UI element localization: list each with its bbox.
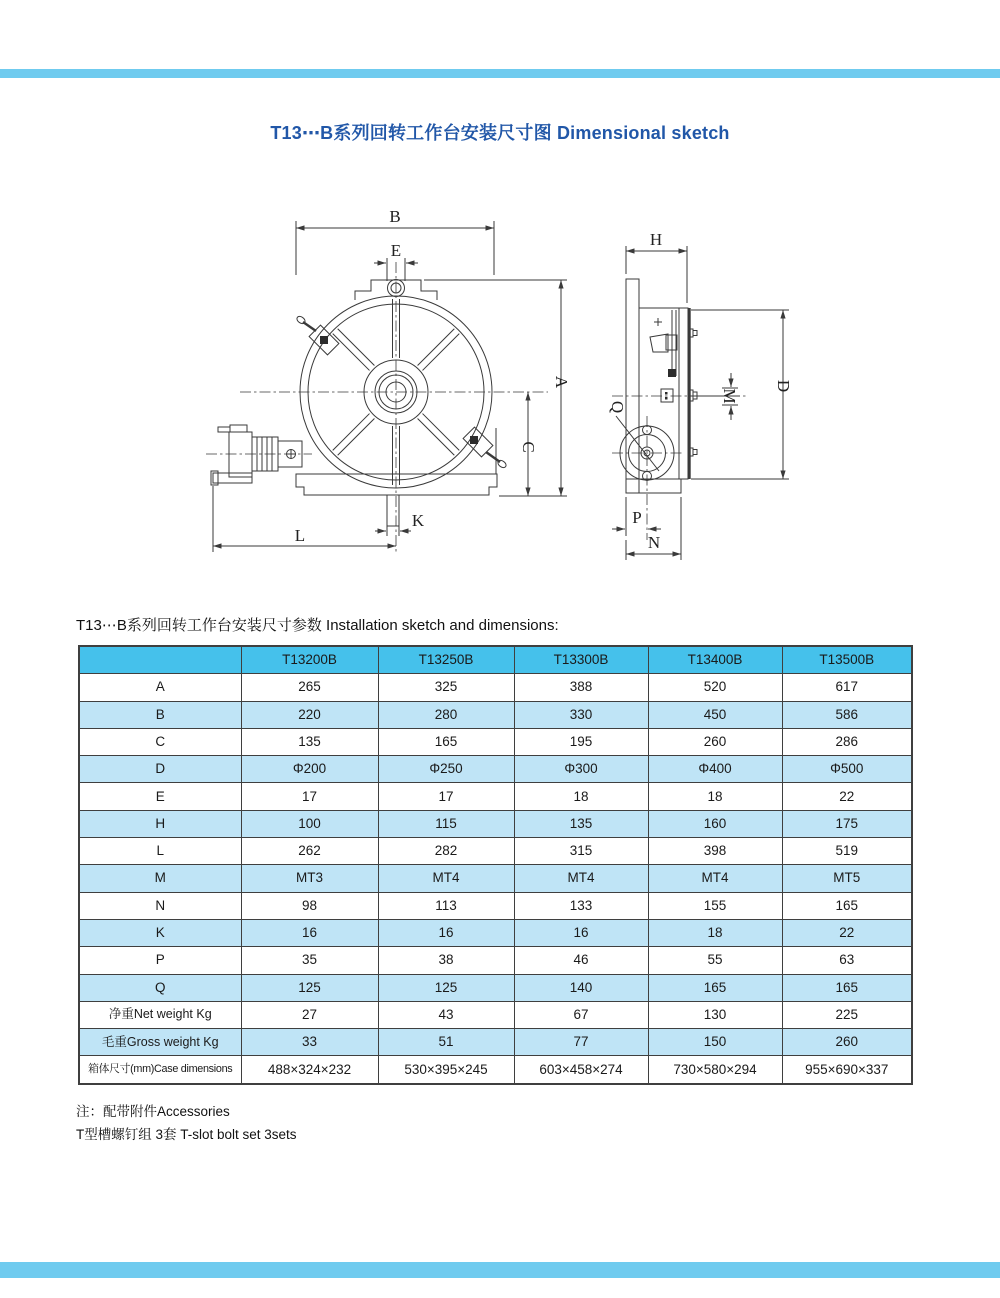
cell-value: 155 [648, 892, 782, 919]
dim-Q [608, 401, 659, 471]
top-accent-bar [0, 69, 1000, 78]
cell-value: 160 [648, 810, 782, 837]
cell-value: 260 [782, 1029, 912, 1056]
table-row [79, 892, 912, 919]
cell-value: 16 [241, 919, 378, 946]
cell-value: 135 [241, 728, 378, 755]
cell-value: 195 [514, 728, 648, 755]
cell-value: 398 [648, 838, 782, 865]
dim-label-p: P [632, 508, 642, 527]
cell-value: 135 [514, 810, 648, 837]
cell-value: 130 [648, 1001, 782, 1028]
table-row [79, 838, 912, 865]
cell-value: 125 [378, 974, 514, 1001]
front-view [206, 207, 571, 554]
dim-P [612, 497, 661, 536]
row-label: C [79, 728, 241, 755]
dim-C [519, 392, 538, 496]
page-title: T13⋯B系列回转工作台安装尺寸图 Dimensional sketch [270, 123, 730, 143]
handwheel-assembly [211, 425, 302, 485]
cell-value: 18 [648, 919, 782, 946]
column-header-model: T13300B [514, 646, 648, 674]
cell-value: 22 [782, 783, 912, 810]
cell-value: 98 [241, 892, 378, 919]
cell-value: 125 [241, 974, 378, 1001]
side-clamp-detail [650, 310, 677, 377]
bottom-accent-bar [0, 1262, 1000, 1278]
table-row [79, 919, 912, 946]
cell-value: 17 [241, 783, 378, 810]
cell-value: 260 [648, 728, 782, 755]
dim-label-k: K [411, 511, 425, 530]
locating-key [387, 495, 399, 526]
table-row [79, 810, 912, 837]
cell-value: 280 [378, 701, 514, 728]
dim-label-h: H [649, 230, 663, 249]
clamp-upper-left [296, 315, 339, 355]
dim-D [691, 310, 793, 479]
cell-value: 46 [514, 947, 648, 974]
cell-value: 519 [782, 838, 912, 865]
table-row [79, 1029, 912, 1056]
dim-label-e: E [390, 241, 402, 260]
base-slab [296, 474, 497, 495]
row-label: 毛重Gross weight Kg [79, 1029, 241, 1056]
row-label: D [79, 756, 241, 783]
row-label: H [79, 810, 241, 837]
spec-table-body [79, 674, 912, 1084]
cell-value: Φ250 [378, 756, 514, 783]
cell-value: 18 [514, 783, 648, 810]
row-label: K [79, 919, 241, 946]
dim-label-d: D [774, 379, 793, 393]
cell-value: 220 [241, 701, 378, 728]
dim-label-b: B [389, 207, 401, 226]
table-header-row [79, 646, 912, 674]
cell-value: 315 [514, 838, 648, 865]
cell-value: 63 [782, 947, 912, 974]
dim-label-m: M [720, 388, 739, 404]
dim-label-n: N [647, 533, 661, 552]
column-header-model: T13500B [782, 646, 912, 674]
table-section-heading: T13⋯B系列回转工作台安装尺寸参数 Installation sketch and dimensions: [76, 617, 559, 634]
table-row [79, 947, 912, 974]
table-row [79, 728, 912, 755]
row-label: M [79, 865, 241, 892]
cell-value: 27 [241, 1001, 378, 1028]
cell-value: 17 [378, 783, 514, 810]
column-header-model: T13400B [648, 646, 782, 674]
cell-value: 530×395×245 [378, 1056, 514, 1084]
cell-value: 955×690×337 [782, 1056, 912, 1084]
cell-value: 165 [648, 974, 782, 1001]
dim-label-a: A [552, 375, 571, 389]
side-base-foot [626, 479, 681, 493]
column-header-model: T13200B [241, 646, 378, 674]
cell-value: 35 [241, 947, 378, 974]
cell-value: 165 [782, 974, 912, 1001]
dim-M [689, 373, 740, 420]
cell-value: MT5 [782, 865, 912, 892]
cell-value: MT3 [241, 865, 378, 892]
clamp-lower-right [463, 427, 507, 469]
table-row [79, 974, 912, 1001]
cell-value: 165 [378, 728, 514, 755]
table-row [79, 1001, 912, 1028]
dimensional-sketch [180, 190, 820, 580]
cell-value: 115 [378, 810, 514, 837]
dim-label-l: L [294, 526, 306, 545]
dim-K [375, 511, 425, 536]
side-view [608, 230, 793, 560]
table-row [79, 783, 912, 810]
cell-value: 175 [782, 810, 912, 837]
cell-value: 617 [782, 674, 912, 701]
dim-label-q: Q [608, 400, 627, 414]
table-row [79, 674, 912, 701]
dim-H [626, 230, 687, 303]
cell-value: 586 [782, 701, 912, 728]
cell-value: 520 [648, 674, 782, 701]
cell-value: MT4 [378, 865, 514, 892]
cell-value: 43 [378, 1001, 514, 1028]
dim-label-c: C [519, 441, 538, 453]
cell-value: 55 [648, 947, 782, 974]
note-accessories: 注：配带附件Accessories [76, 1104, 230, 1119]
cell-value: 265 [241, 674, 378, 701]
cell-value: 282 [378, 838, 514, 865]
cell-value: 388 [514, 674, 648, 701]
cell-value: 330 [514, 701, 648, 728]
row-label: A [79, 674, 241, 701]
cell-value: 77 [514, 1029, 648, 1056]
cell-value: 51 [378, 1029, 514, 1056]
cell-value: 730×580×294 [648, 1056, 782, 1084]
table-row [79, 865, 912, 892]
dim-L [213, 486, 396, 552]
cell-value: 16 [514, 919, 648, 946]
row-label: N [79, 892, 241, 919]
row-label: E [79, 783, 241, 810]
cell-value: MT4 [648, 865, 782, 892]
cell-value: Φ300 [514, 756, 648, 783]
cell-value: 150 [648, 1029, 782, 1056]
column-header-model: T13250B [378, 646, 514, 674]
cell-value: 38 [378, 947, 514, 974]
row-label: P [79, 947, 241, 974]
cell-value: Φ200 [241, 756, 378, 783]
cell-value: 113 [378, 892, 514, 919]
column-header-blank [79, 646, 241, 674]
cell-value: 165 [782, 892, 912, 919]
cell-value: 100 [241, 810, 378, 837]
cell-value: 67 [514, 1001, 648, 1028]
table-row [79, 756, 912, 783]
cell-value: 140 [514, 974, 648, 1001]
table-row [79, 1056, 912, 1084]
cell-value: 22 [782, 919, 912, 946]
table-row [79, 701, 912, 728]
dim-E [374, 241, 418, 281]
row-label: 箱体尺寸(mm)Case dimensions [79, 1056, 241, 1084]
row-label: Q [79, 974, 241, 1001]
cell-value: Φ400 [648, 756, 782, 783]
cell-value: 286 [782, 728, 912, 755]
cell-value: Φ500 [782, 756, 912, 783]
cell-value: 603×458×274 [514, 1056, 648, 1084]
cell-value: MT4 [514, 865, 648, 892]
cell-value: 225 [782, 1001, 912, 1028]
cell-value: 33 [241, 1029, 378, 1056]
dimensions-table [78, 645, 913, 1085]
cell-value: 325 [378, 674, 514, 701]
cell-value: 133 [514, 892, 648, 919]
cell-value: 488×324×232 [241, 1056, 378, 1084]
cell-value: 16 [378, 919, 514, 946]
row-label: B [79, 701, 241, 728]
cell-value: 450 [648, 701, 782, 728]
cell-value: 262 [241, 838, 378, 865]
row-label: L [79, 838, 241, 865]
note-tslot-bolt-set: T型槽螺钉组 3套 T-slot bolt set 3sets [76, 1127, 297, 1142]
row-label: 净重Net weight Kg [79, 1001, 241, 1028]
cell-value: 18 [648, 783, 782, 810]
back-plate [626, 279, 639, 493]
